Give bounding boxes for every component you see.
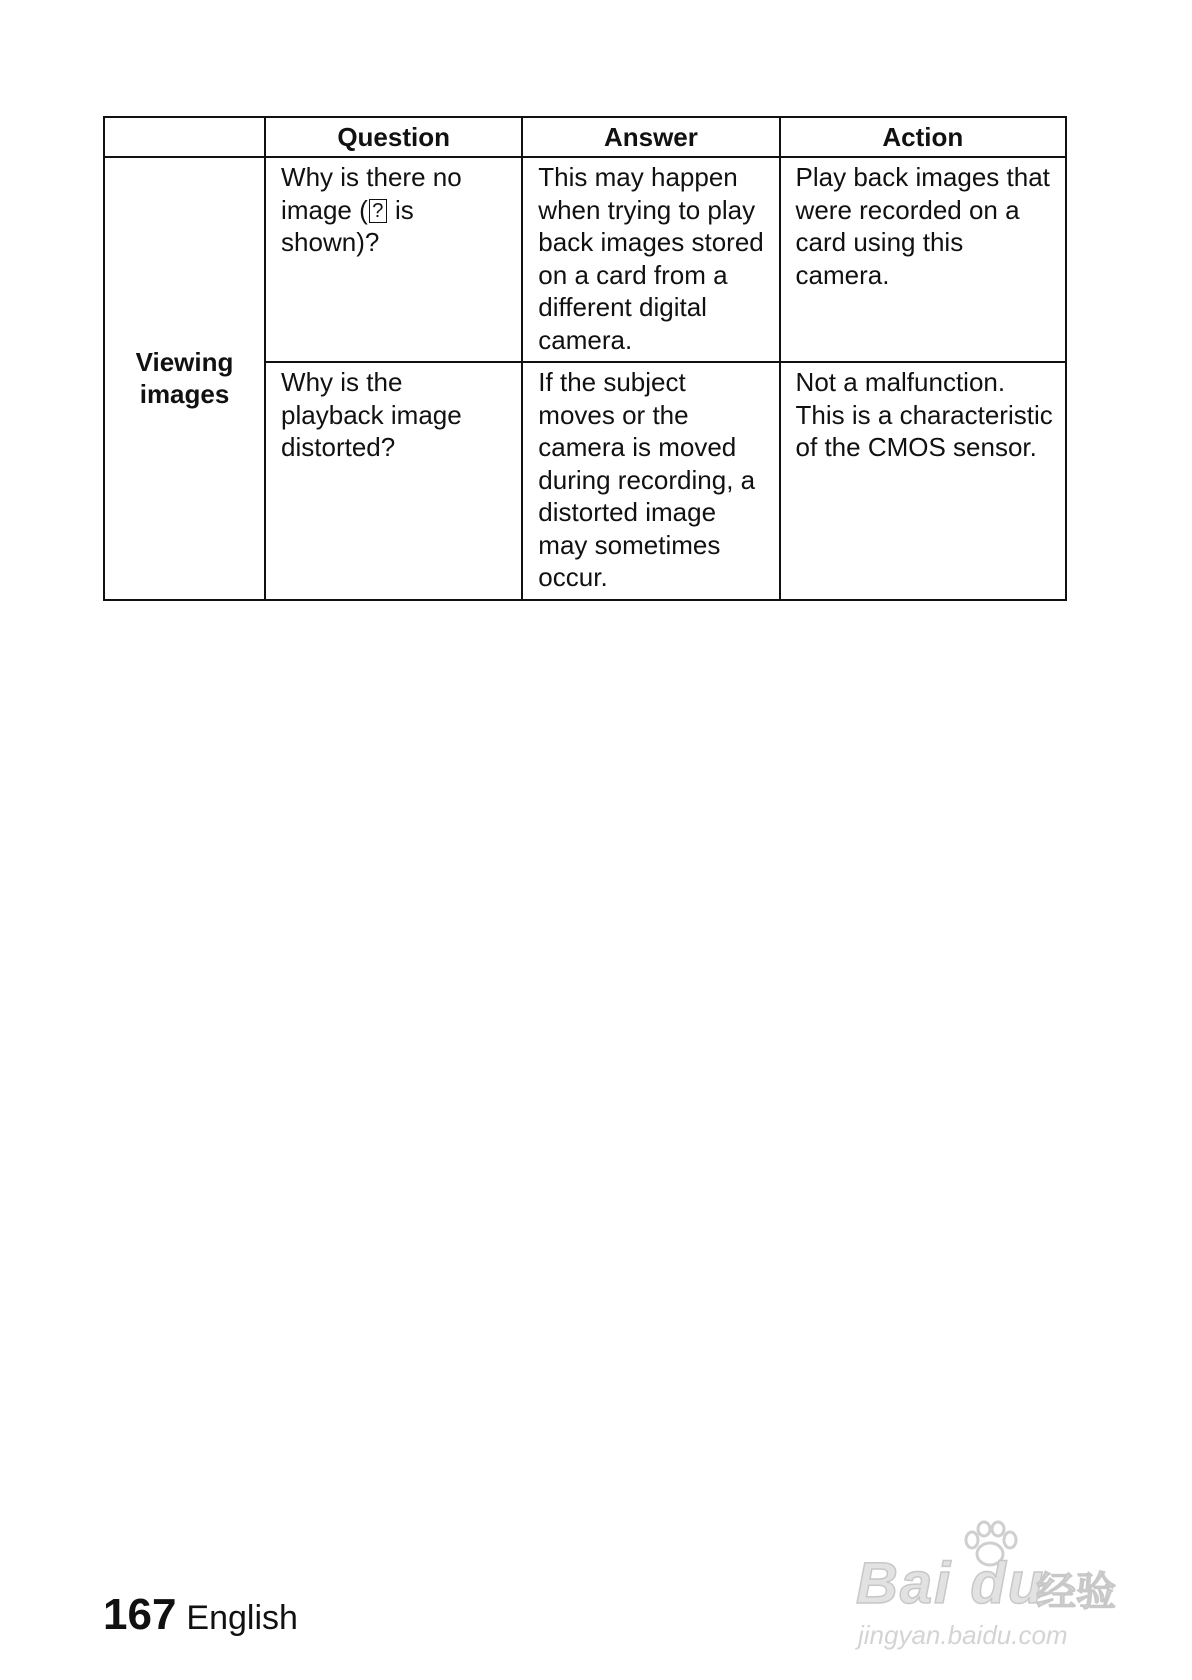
page-language: English [186,1599,298,1637]
question-text: Why is there no image ( [281,162,462,225]
question-cell [265,157,522,362]
page-footer [103,1590,298,1640]
question-cell: Why is the playback image distorted? [265,362,522,600]
troubleshooting-table [103,116,1067,601]
page-number: 167 [103,1590,177,1639]
header-action: Action [780,117,1066,157]
watermark-url: jingyan.baidu.com [858,1620,1068,1650]
answer-cell: This may happen when trying to play back images stored on a card from a different digital camera. [522,157,779,362]
answer-cell: If the subject moves or the camera is moved during recording, a distorted image may sometimes occur. [522,362,779,600]
table-row [104,157,1066,362]
baidu-watermark [850,1520,1140,1650]
table-header-row [104,117,1066,157]
question-text: is shown)? [281,194,414,257]
header-answer: Answer [522,117,779,157]
watermark-brand: Bai du [856,1551,1046,1616]
action-cell: Play back images that were recorded on a card using this camera. [780,157,1066,362]
question-mark-icon: ? [369,199,387,223]
header-blank [104,117,265,157]
category-cell: Viewing images [104,157,265,600]
watermark-brand-cn: 经验 [1036,1570,1116,1614]
action-cell: Not a malfunction. This is a characteristic of the CMOS sensor. [780,362,1066,600]
header-question: Question [265,117,522,157]
